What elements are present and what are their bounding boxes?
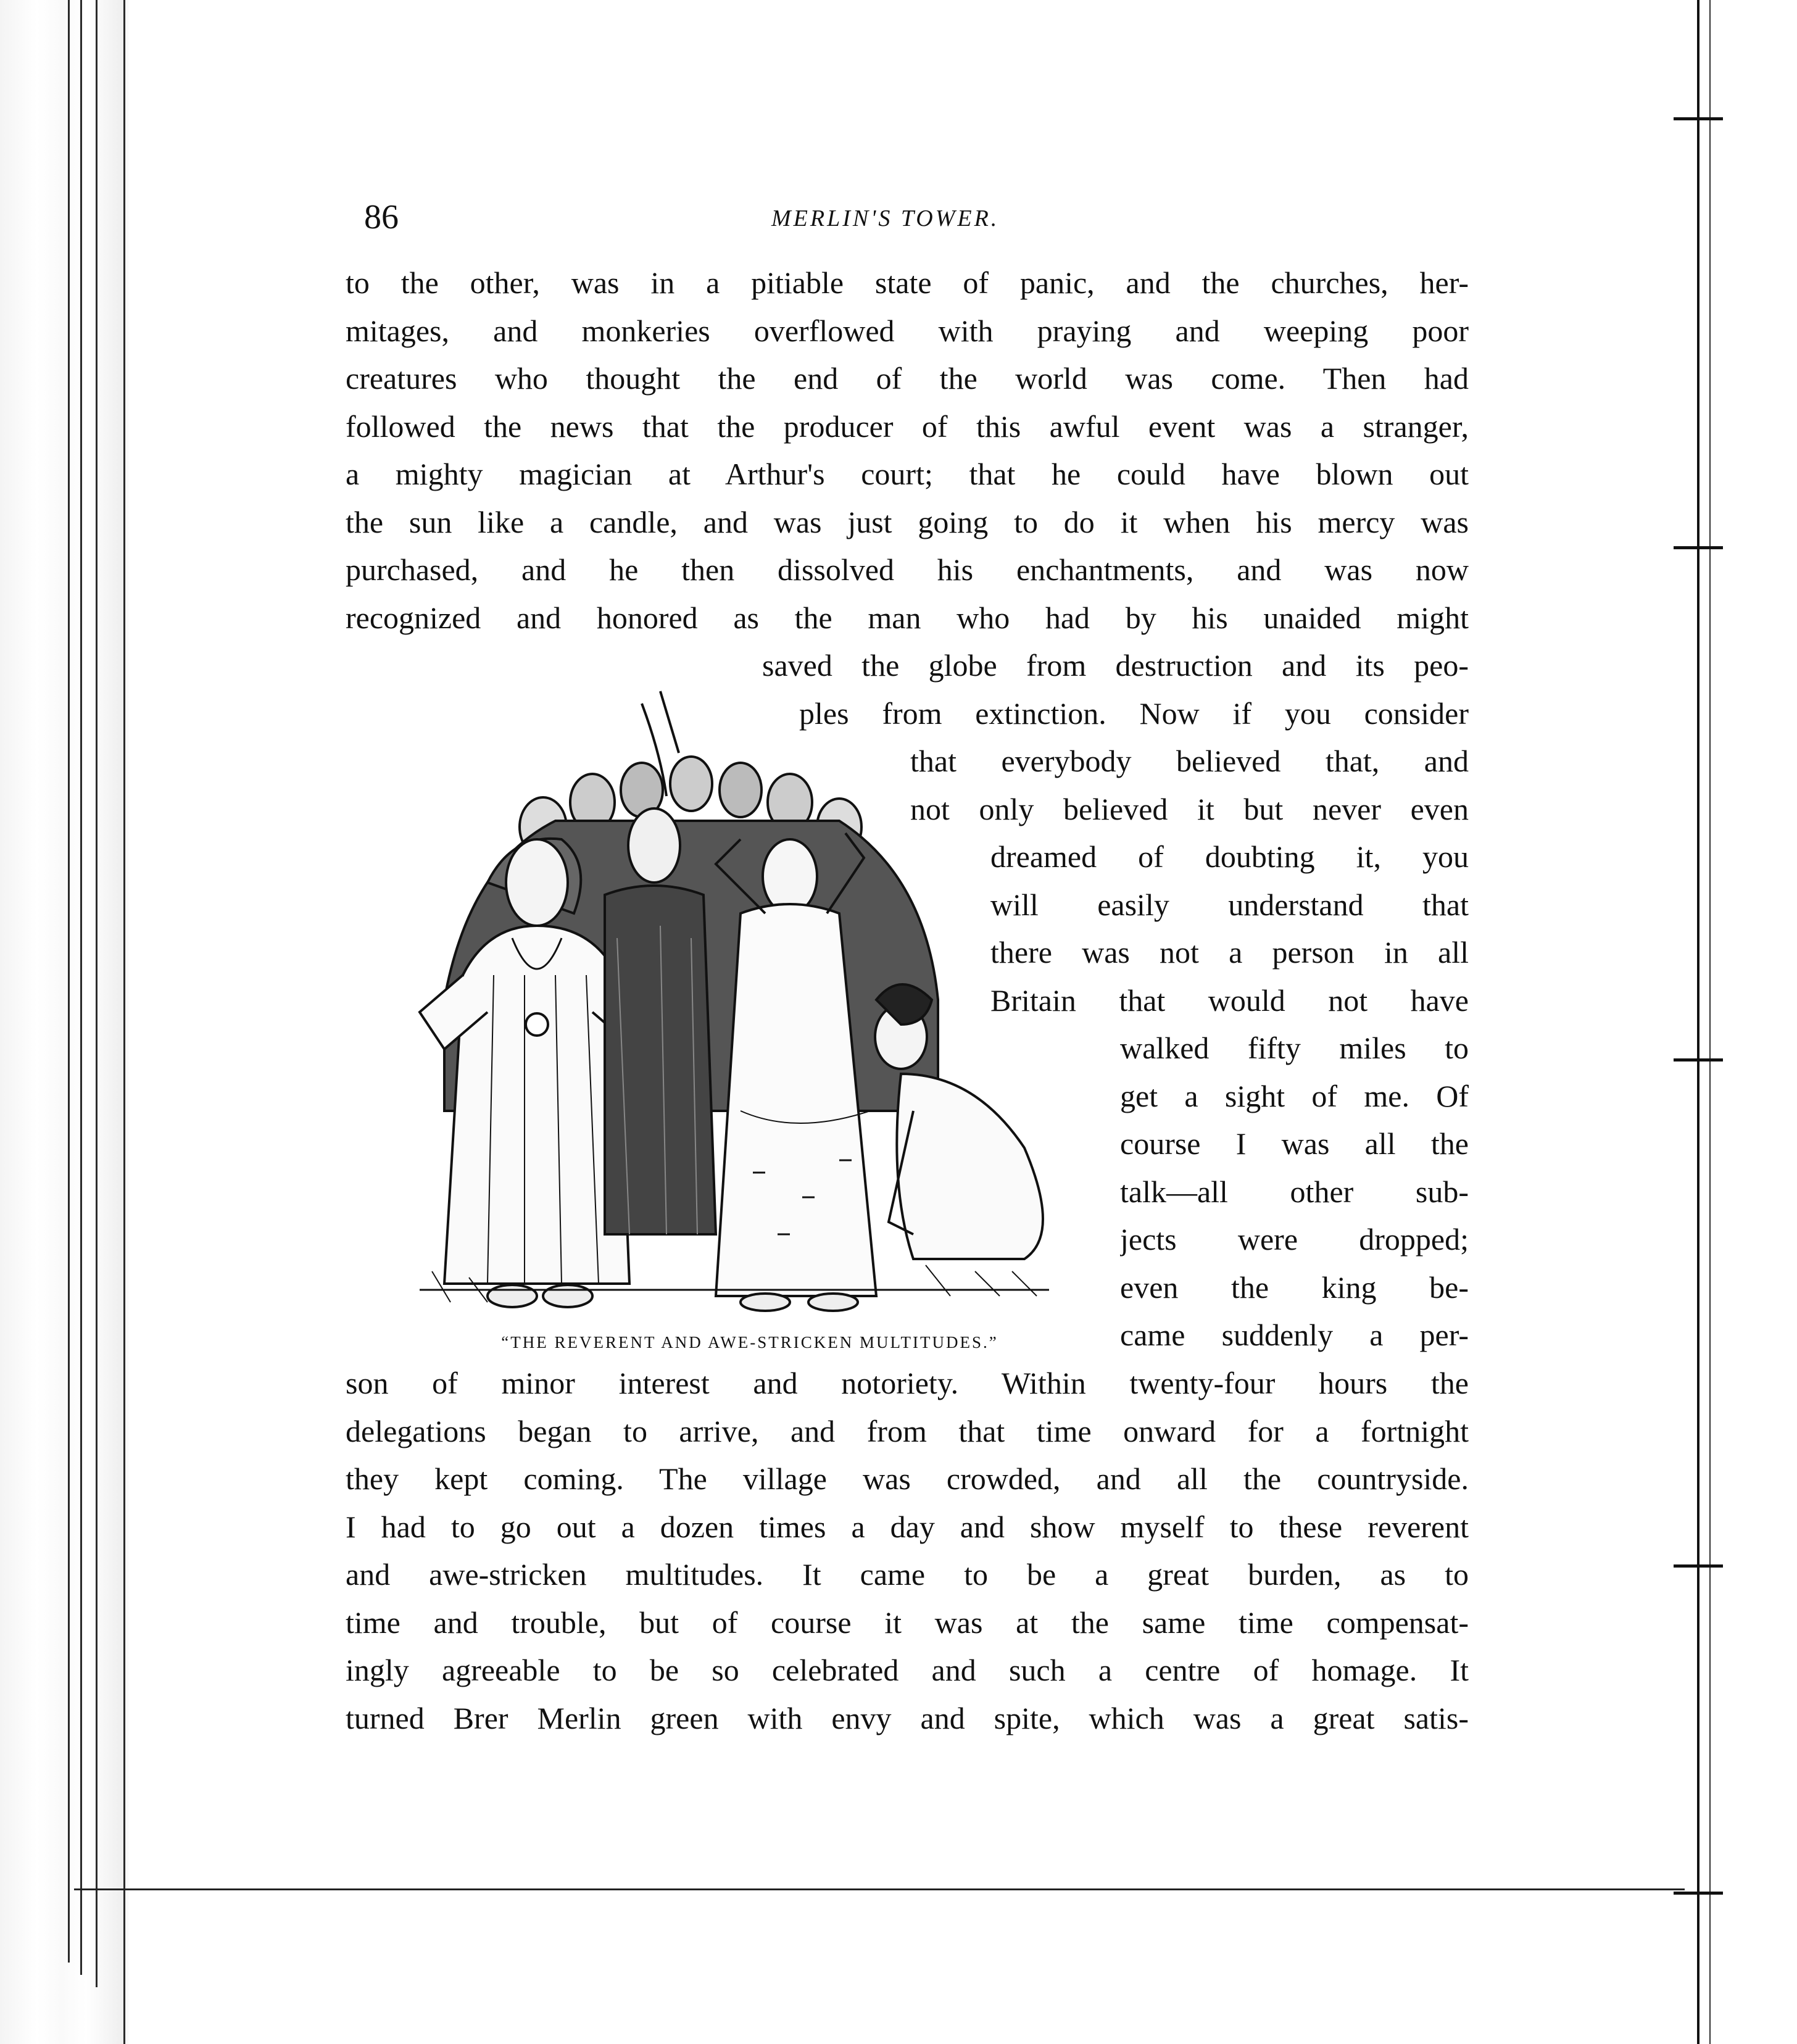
text-line: purchased, and he then dissolved his enchantments, and was now — [346, 552, 1469, 587]
ruler-tick — [1674, 117, 1723, 120]
text-line: get a sight of me. Of — [1120, 1078, 1469, 1113]
ruler-tick — [1674, 1892, 1723, 1895]
page-bottom-edge — [74, 1888, 1685, 1890]
text-line: creatures who thought the end of the world was come. Then had — [346, 361, 1469, 396]
text-line: they kept coming. The village was crowded, and all the countryside. — [346, 1461, 1469, 1496]
text-line: followed the news that the producer of this awful event was a stranger, — [346, 409, 1469, 444]
text-line: to the other, was in a pitiable state of panic, and the churches, her- — [346, 265, 1469, 300]
text-line: ingly agreeable to be so celebrated and such a centre of homage. It — [346, 1653, 1469, 1687]
page-number: 86 — [364, 198, 399, 236]
text-line: walked fifty miles to — [1120, 1031, 1469, 1065]
text-line: turned Brer Merlin green with envy and spite, which was a great satis- — [346, 1700, 1469, 1735]
running-title: MERLIN'S TOWER. — [771, 206, 1000, 231]
ruler-edge-line — [1709, 0, 1711, 2044]
text-line: that everybody believed that, and — [910, 744, 1469, 778]
text-line: time and trouble, but of course it was at the same time compensat- — [346, 1605, 1469, 1640]
text-line: mitages, and monkeries overflowed with praying and weeping poor — [346, 313, 1469, 348]
text-line: even the king be- — [1120, 1269, 1469, 1305]
raised-staff — [660, 691, 679, 753]
text-line: delegations began to arrive, and from that time onward for a fortnight — [346, 1413, 1469, 1448]
illustration-caption: “THE REVERENT AND AWE-STRICKEN MULTITUDES.” — [501, 1333, 998, 1352]
ruler-tick — [1674, 1564, 1723, 1568]
binding-edge-line — [80, 0, 82, 1975]
text-line: came suddenly a per- — [1120, 1318, 1469, 1352]
book-binding-edge — [0, 0, 130, 2044]
text-line: ples from extinction. Now if you consider — [799, 696, 1469, 731]
binding-edge-line — [96, 0, 98, 1987]
ruler-tick — [1674, 1058, 1723, 1061]
text-line: talk—all other sub- — [1120, 1174, 1469, 1209]
ruler-edge-line — [1697, 0, 1699, 2044]
text-line: will easily understand that — [990, 887, 1469, 922]
text-line: dreamed of doubting it, you — [990, 839, 1469, 874]
text-line: there was not a person in all — [990, 935, 1469, 970]
text-line: recognized and honored as the man who had by his unaided might — [346, 600, 1469, 635]
text-line: the sun like a candle, and was just going to do it when his mercy was — [346, 504, 1469, 539]
text-line: course I was all the — [1120, 1126, 1469, 1161]
text-line: and awe-stricken multitudes. It came to be a great burden, as to — [346, 1557, 1469, 1592]
text-line: not only believed it but never even — [910, 791, 1469, 826]
text-line: saved the globe from destruction and its peo- — [762, 648, 1469, 683]
text-line: I had to go out a dozen times a day and show myself to these reverent — [346, 1509, 1469, 1544]
text-line: son of minor interest and notoriety. Within twenty-four hours the — [346, 1366, 1469, 1400]
text-line: jects were dropped; — [1120, 1222, 1469, 1257]
binding-edge-line — [68, 0, 70, 1963]
engraving-crowd-illustration — [370, 679, 1098, 1327]
running-head — [346, 185, 1469, 259]
text-block-bottom — [346, 1360, 1469, 1742]
binding-edge-line — [123, 0, 125, 2044]
ruler-tick — [1674, 546, 1723, 549]
text-line: a mighty magician at Arthur's court; that he could have blown out — [346, 457, 1469, 491]
text-line: Britain that would not have — [990, 983, 1469, 1018]
text-block-top — [346, 259, 1469, 642]
kneeling-girl-figure — [875, 984, 1043, 1259]
